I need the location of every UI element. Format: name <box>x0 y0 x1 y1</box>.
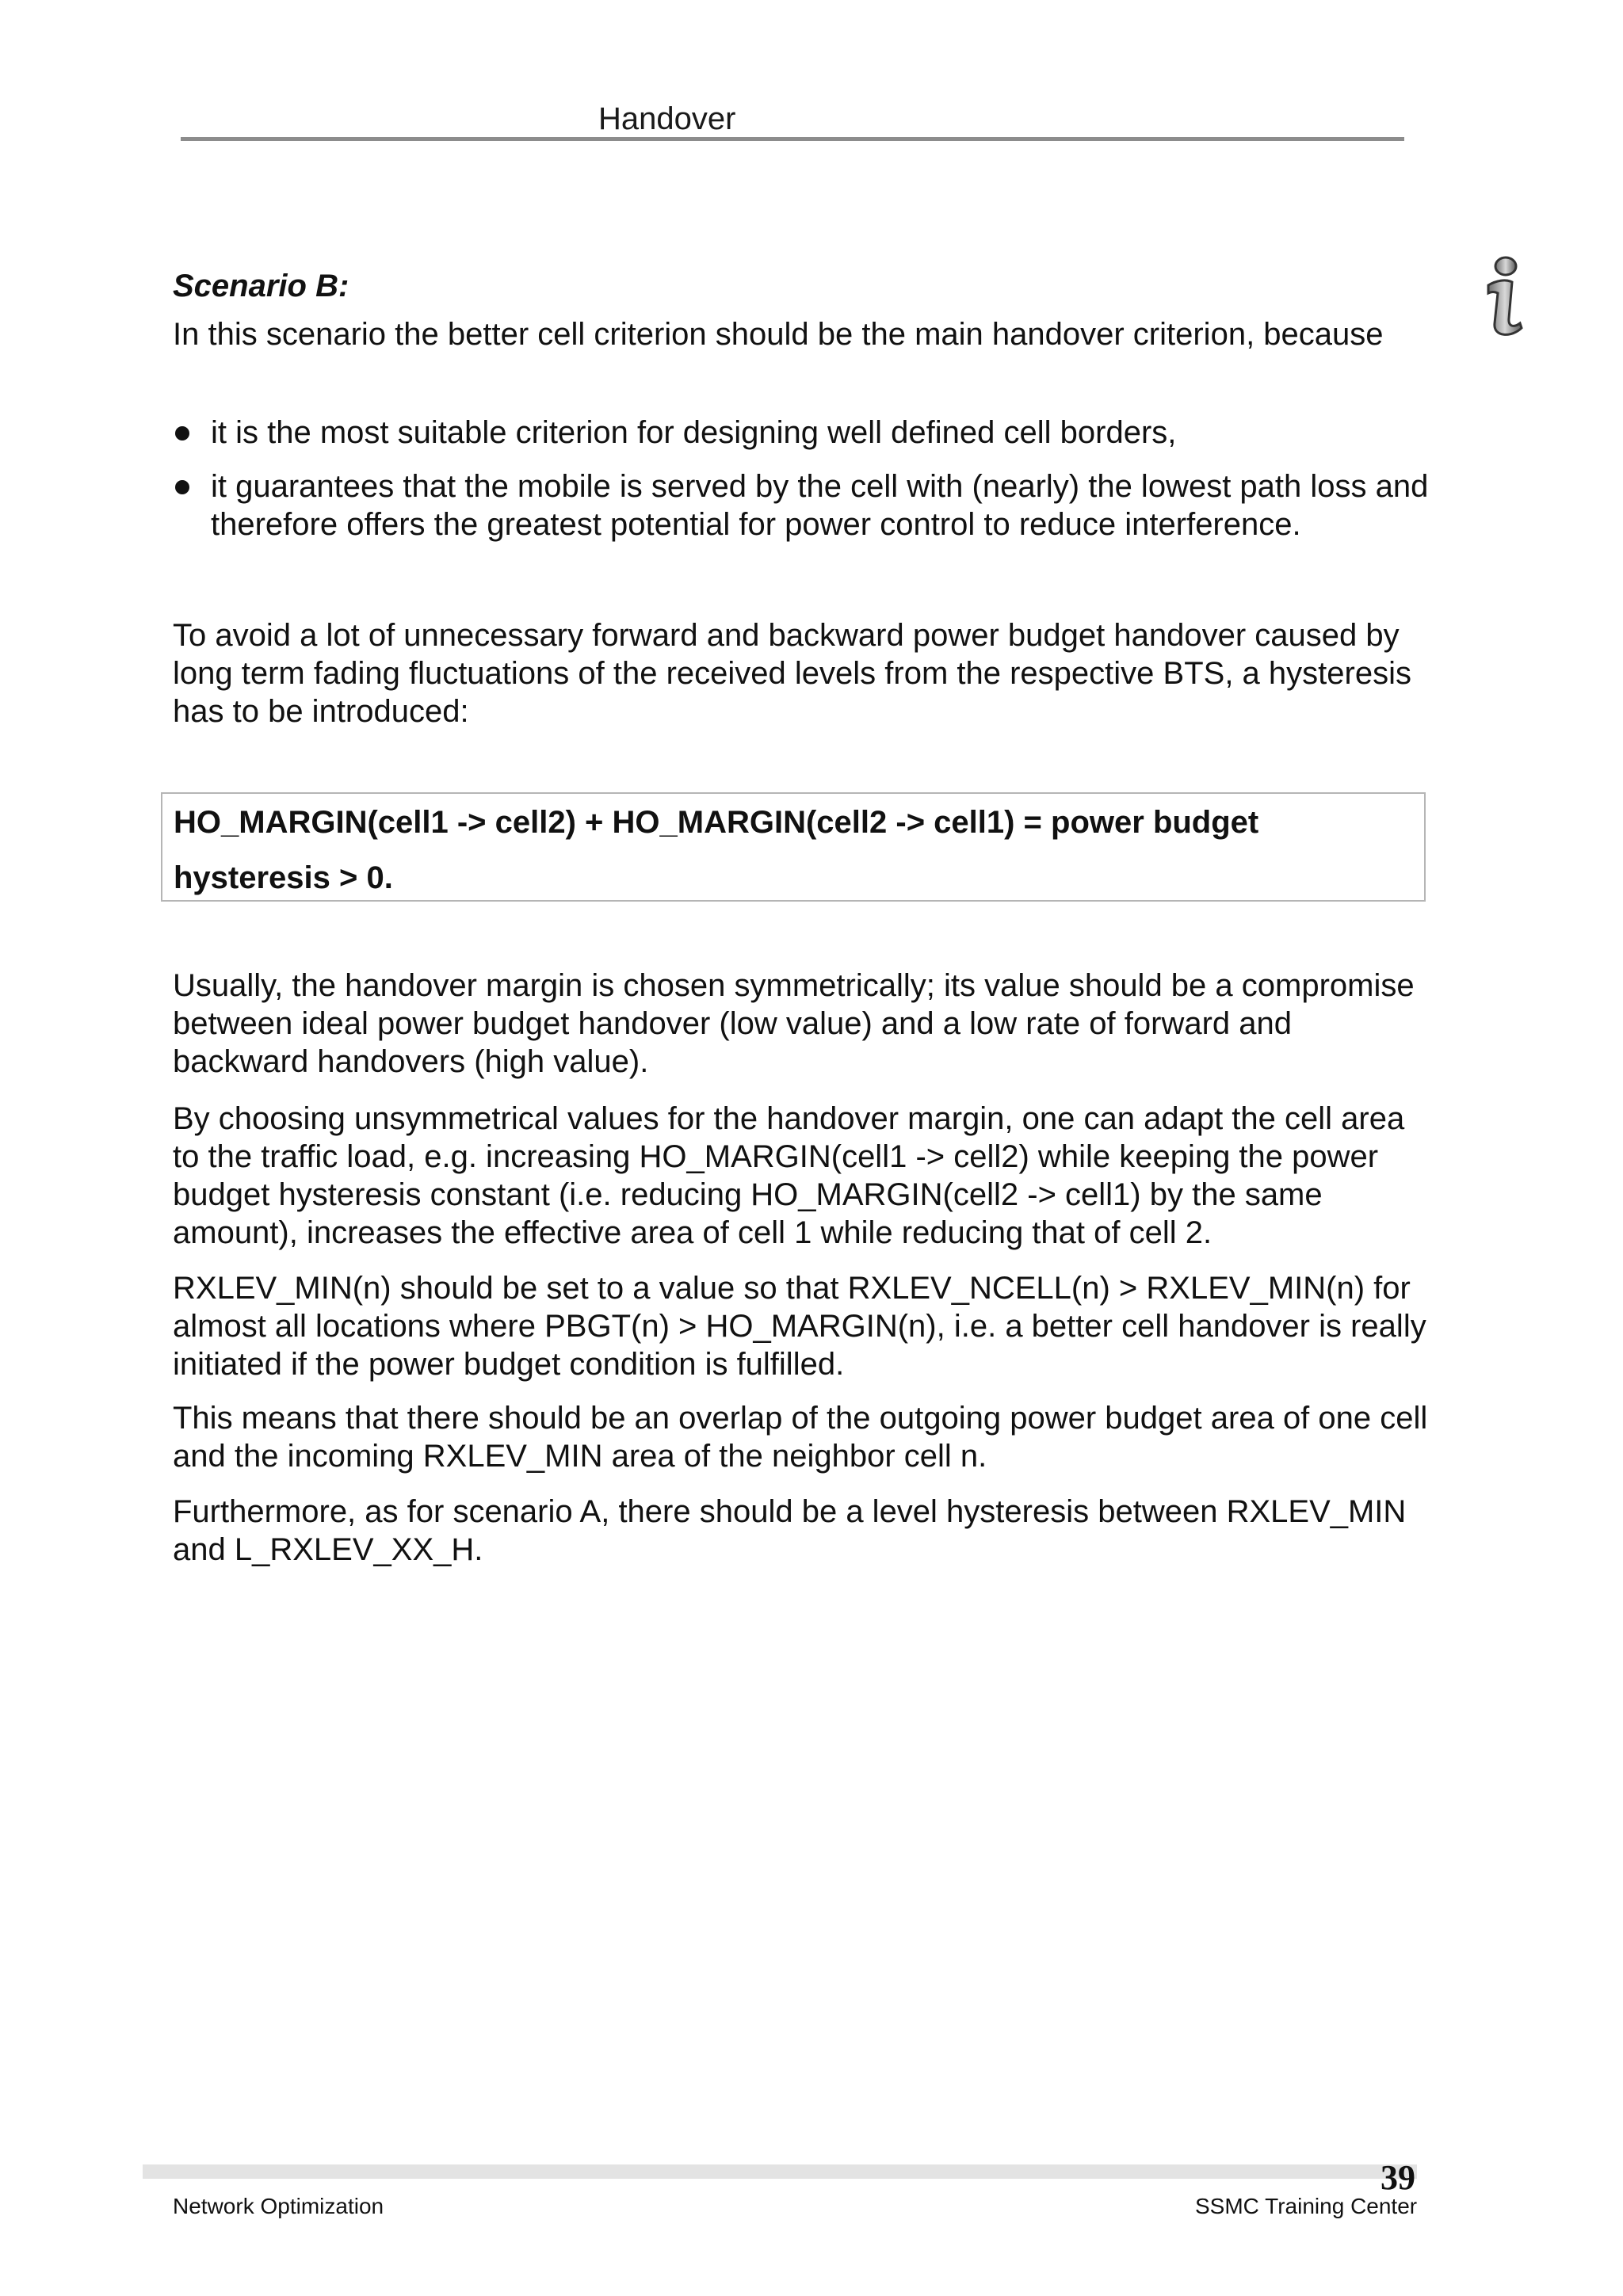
formula-line-2: hysteresis > 0. <box>174 860 393 895</box>
paragraph-symmetric-margin: Usually, the handover margin is chosen symmetrically; its value should be a compromise between ideal power budget handover (low value) and a low rate of forward and backward handovers (high value). <box>173 968 1415 1079</box>
paragraph-level-hysteresis: Furthermore, as for scenario A, there should be a level hysteresis between RXLEV_MIN and L_RXLEV_XX_H. <box>173 1494 1407 1567</box>
bullet-text: it is the most suitable criterion for designing well defined cell borders, <box>211 415 1177 450</box>
header-divider <box>181 137 1404 141</box>
paragraph-hysteresis-intro: To avoid a lot of unnecessary forward and backward power budget handover caused by long term fading fluctuations of the received levels from the respective BTS, a hysteresis has to be introduced: <box>173 618 1411 729</box>
intro-paragraph: In this scenario the better cell criterion should be the main handover criterion, because <box>173 317 1384 352</box>
footer-left-text: Network Optimization <box>173 2194 384 2218</box>
formula-line-1: HO_MARGIN(cell1 -> cell2) + HO_MARGIN(cell2 -> cell1) = power budget <box>174 805 1259 840</box>
paragraph-rxlev-min: RXLEV_MIN(n) should be set to a value so that RXLEV_NCELL(n) > RXLEV_MIN(n) for almost all locations where PBGT(n) > HO_MARGIN(n), i.e. a better cell handover is really initiated if the power budget condition is fulfilled. <box>173 1271 1426 1382</box>
scenario-title: Scenario B: <box>173 269 349 303</box>
bullet-text: it guarantees that the mobile is served by the cell with (nearly) the lowest path loss and therefore offers the greatest potential for power control to reduce interference. <box>211 469 1429 542</box>
formula-box <box>161 792 1426 902</box>
paragraph-overlap: This means that there should be an overlap of the outgoing power budget area of one cell and the incoming RXLEV_MIN area of the neighbor cell n. <box>173 1401 1428 1474</box>
bullet-icon <box>175 480 189 494</box>
bullet-icon <box>175 426 189 441</box>
paragraph-unsymmetric-margin: By choosing unsymmetrical values for the handover margin, one can adapt the cell area to the traffic load, e.g. increasing HO_MARGIN(cell1 -> cell2) while keeping the power budget hysteresis constant (i.e. reducing HO_MARGIN(cell2 -> cell1) by the same amount), increases the effective area of cell 1 while reducing that of cell 2. <box>173 1101 1405 1250</box>
header-title: Handover <box>598 101 736 136</box>
list-item <box>173 467 1441 543</box>
bullet-list <box>173 414 1441 543</box>
footer-bar <box>143 2164 1417 2179</box>
list-item <box>173 414 1441 452</box>
info-icon <box>1479 255 1529 341</box>
page-number: 39 <box>1381 2158 1415 2197</box>
footer-right-text: SSMC Training Center <box>1195 2194 1418 2218</box>
